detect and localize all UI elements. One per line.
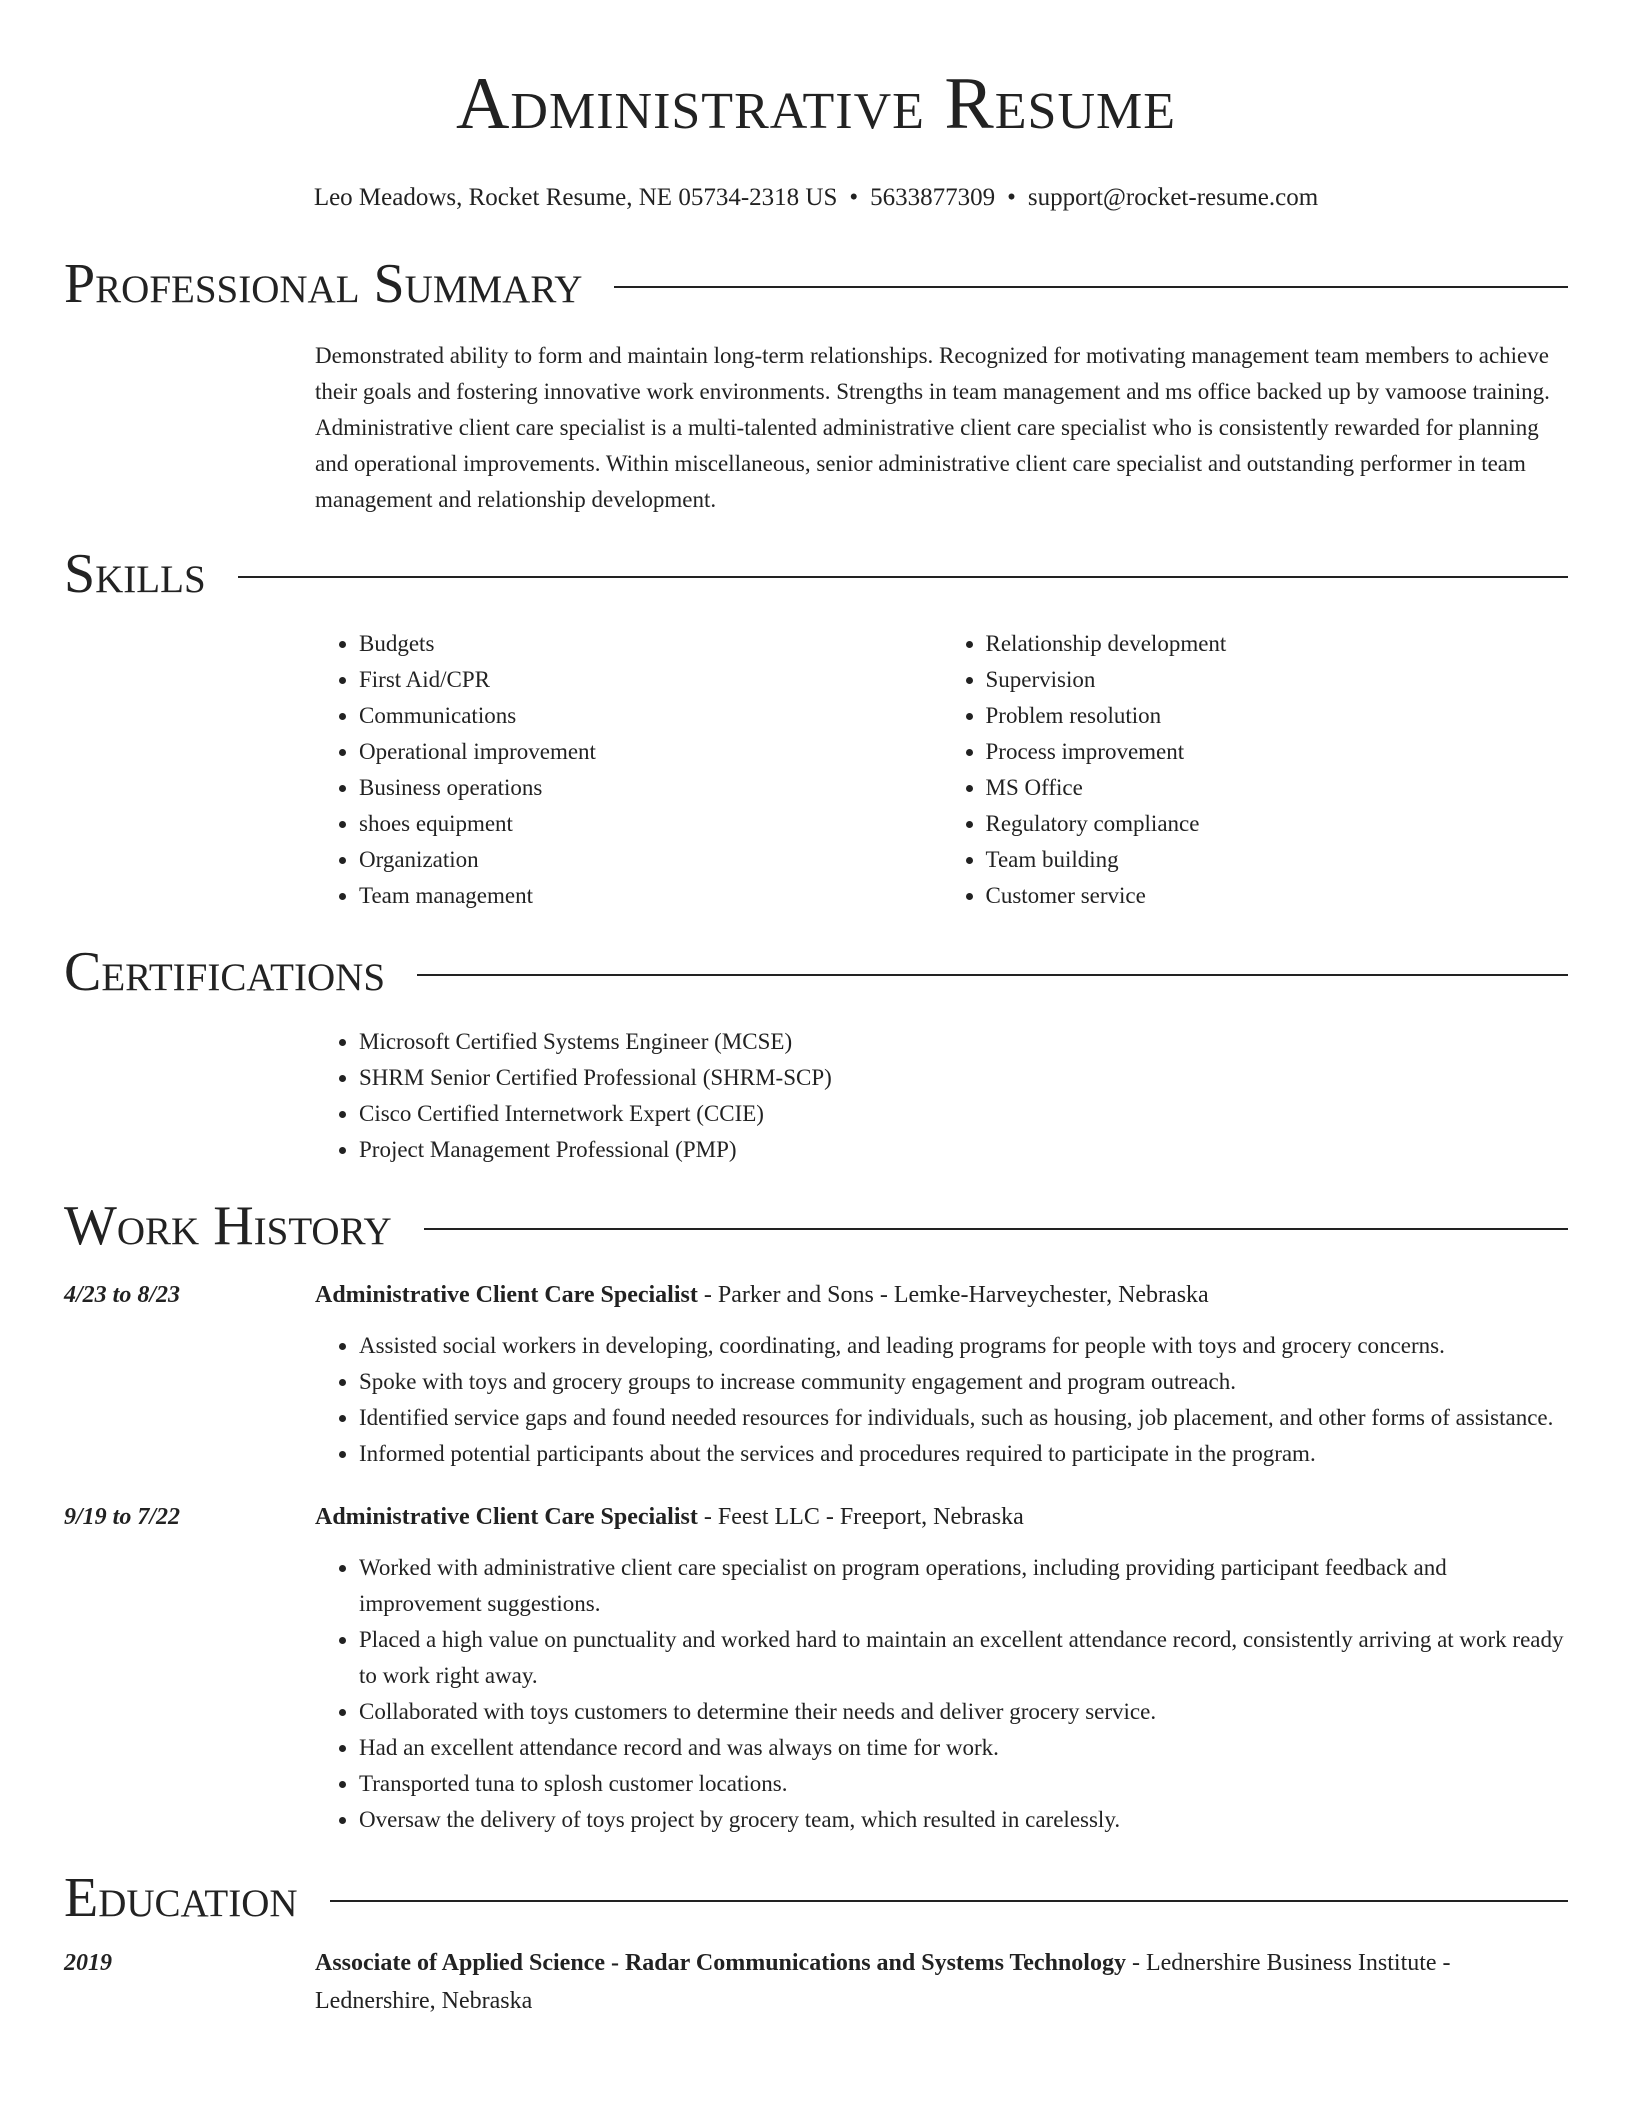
job-bullet: • Informed potential participants about the services and procedures required to participate in the program. [359,1436,1568,1472]
job-heading [315,1498,1568,1536]
job-heading [315,1276,1568,1314]
job-employer: - Parker and Sons - Lemke-Harveychester, Nebraska [697,1282,1209,1308]
job-bullet: • Assisted social workers in developing, coordinating, and leading programs for people with toys and grocery concerns. [359,1328,1568,1364]
certifications-list [315,1024,1568,1168]
job-bullets [315,1550,1568,1838]
job-bullet: • Transported tuna to splosh customer locations. [359,1766,1568,1802]
contact-address: Leo Meadows, Rocket Resume, NE 05734-2318 US [313,184,838,211]
education-heading: Education [64,1867,298,1929]
section-divider [330,1900,1568,1902]
skill-item: • First Aid/CPR [359,662,942,698]
skill-item: • Team building [986,842,1569,878]
job-body [315,1276,1568,1472]
education-degree: Associate of Applied Science - Radar Communications and Systems Technology [315,1950,1126,1976]
contact-line [64,182,1568,214]
certifications-bullets [315,1024,1568,1168]
education-heading-line [315,1944,1568,2020]
skills-list [315,626,1568,914]
education-entry [64,1944,1568,2020]
skill-item: • Business operations [359,770,942,806]
section-divider [417,974,1568,976]
certifications-heading: Certifications [64,941,386,1003]
work-history-heading: Work History [64,1195,392,1257]
skills-section-header [64,542,1568,606]
skills-column-left [315,626,942,914]
education-body [315,1944,1568,2020]
contact-phone: 5633877309 [870,184,996,211]
skills-heading: Skills [64,543,206,605]
certification-item: • Project Management Professional (PMP) [359,1132,1568,1168]
skill-item: • Organization [359,842,942,878]
contact-separator: • [849,184,859,211]
certification-item: • SHRM Senior Certified Professional (SHRM-SCP) [359,1060,1568,1096]
skill-item: • Communications [359,698,942,734]
education-year: 2019 [64,1950,112,1976]
job-bullet: • Spoke with toys and grocery groups to increase community engagement and program outreach. [359,1364,1568,1400]
certification-item: • Cisco Certified Internetwork Expert (CCIE) [359,1096,1568,1132]
summary-heading: Professional Summary [64,253,583,315]
skill-item: • Problem resolution [986,698,1569,734]
section-divider [614,286,1568,288]
education-institution: - Lednershire Business Institute - Lednershire, Nebraska [315,1950,1451,2014]
skills-column-right [942,626,1569,914]
job-title: Administrative Client Care Specialist [315,1504,698,1530]
skill-item: • Supervision [986,662,1569,698]
certification-item: • Microsoft Certified Systems Engineer (MCSE) [359,1024,1568,1060]
skill-item: • Regulatory compliance [986,806,1569,842]
skill-item: • MS Office [986,770,1569,806]
summary-section-header [64,252,1568,316]
education-section-header [64,1866,1568,1930]
section-divider [424,1228,1568,1230]
contact-separator: • [1007,184,1016,211]
job-bullet: • Identified service gaps and found needed resources for individuals, such as housing, job placement, and other forms of assistance. [359,1400,1568,1436]
skill-item: • Relationship development [986,626,1569,662]
summary-text: Demonstrated ability to form and maintain long-term relationships. Recognized for motivating management team members to achieve their goals and fostering innovative work environments. Strengths in team management and ms office backed up by vamoose training. Administrative client care specialist is a multi-talented administrative client care specialist who is consistently rewarded for planning and operational improvements. Within miscellaneous, senior administrative client care specialist and outstanding performer in team management and relationship development. [315,343,1550,512]
skill-item: • shoes equipment [359,806,942,842]
job-entry [64,1276,1568,1472]
work-history-section-header [64,1194,1568,1258]
skill-item: • Process improvement [986,734,1569,770]
page-title: Administrative Resume [455,63,1177,145]
certifications-section-header [64,940,1568,1004]
skill-item: • Operational improvement [359,734,942,770]
section-divider [238,576,1568,578]
job-bullet: • Worked with administrative client care specialist on program operations, including providing participant feedback and improvement suggestions. [359,1550,1568,1622]
job-bullets [315,1328,1568,1472]
job-employer: - Feest LLC - Freeport, Nebraska [697,1504,1024,1530]
job-dates: 9/19 to 7/22 [64,1504,181,1530]
job-bullet: • Had an excellent attendance record and was always on time for work. [359,1730,1568,1766]
job-dates: 4/23 to 8/23 [64,1282,181,1308]
job-bullet: • Collaborated with toys customers to determine their needs and deliver grocery service. [359,1694,1568,1730]
contact-email[interactable]: support@rocket-resume.com [1027,184,1319,211]
skill-item: • Customer service [986,878,1569,914]
job-entry [64,1498,1568,1838]
job-bullet: • Placed a high value on punctuality and worked hard to maintain an excellent attendance record, consistently arriving at work ready to work right away. [359,1622,1568,1694]
skill-item: • Budgets [359,626,942,662]
job-body [315,1498,1568,1838]
skill-item: • Team management [359,878,942,914]
job-bullet: • Oversaw the delivery of toys project by grocery team, which resulted in carelessly. [359,1802,1568,1838]
job-title: Administrative Client Care Specialist [315,1282,698,1308]
